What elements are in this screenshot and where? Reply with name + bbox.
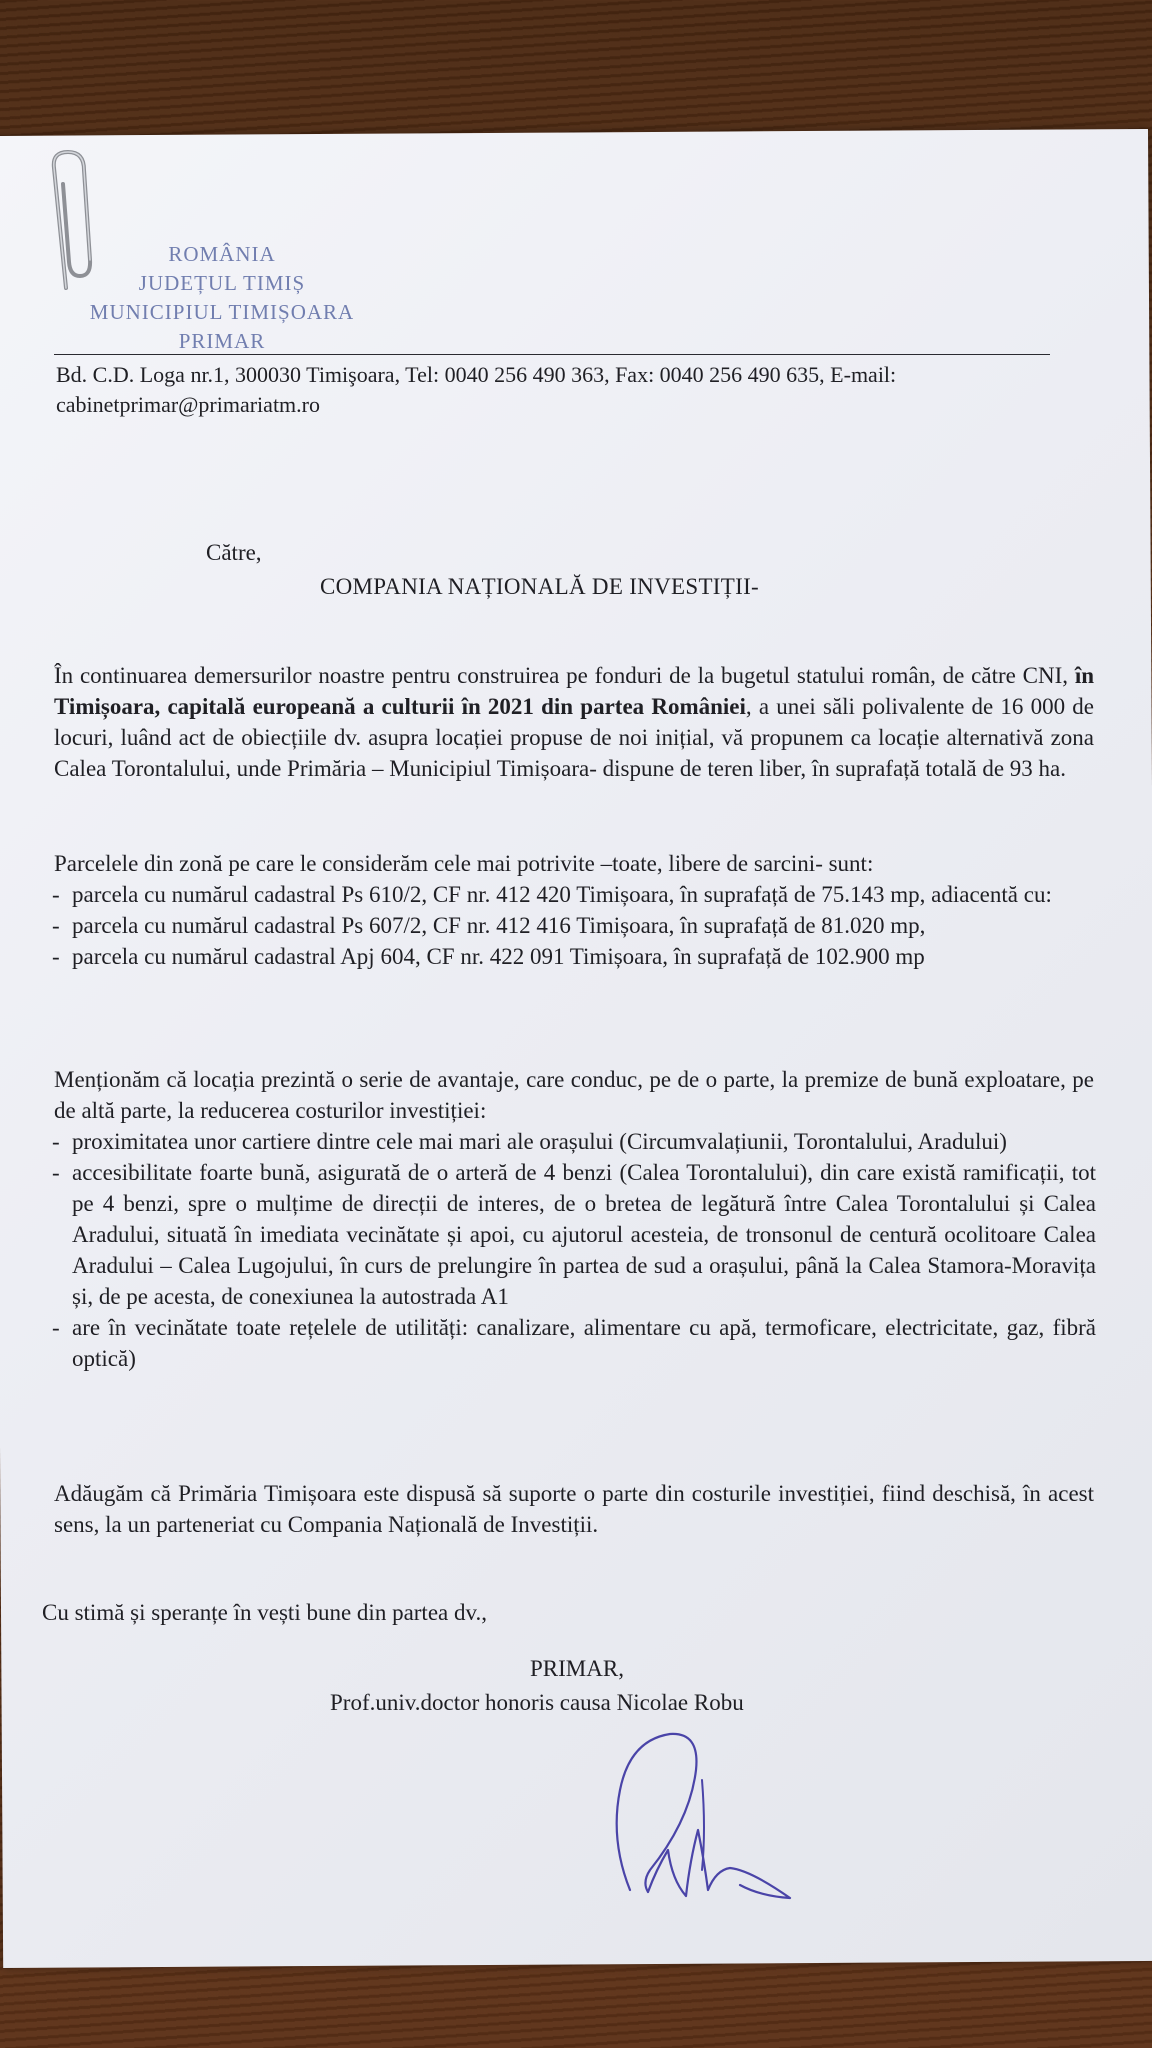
crest-line-office: PRIMAR xyxy=(178,329,266,353)
letterhead-address: Bd. C.D. Loga nr.1, 300030 Timişoara, Tel: 0040 256 490 363, Fax: 0040 256 490 635, E-mail: cabinetprimar@primariatm.ro xyxy=(56,362,897,417)
list-item: - accesibilitate foarte bună, asigurată de o arteră de 4 benzi (Calea Torontalului), din care există ramificații, tot pe 4 benzi, spre o mulțime de direcții de interes, de o bretea de legătură între Calea Torontalului și Calea Aradului, situată în imediata vecinătate și apoi, cu ajutorul acesteia, de tronsonul de centură ocolitoare Calea Aradului – Calea Lugojului, în curs de prelungire în partea de sud a orașului, până la Calea Stamora-Moravița și, de pe acesta, de conexiunea la autostrada A1 xyxy=(50,1157,1096,1312)
recipient: COMPANIA NAȚIONALĂ DE INVESTIȚII- xyxy=(320,574,759,599)
intro-text-end: , a unei săli polivalente de 16 000 de locuri, luând act de obiecțiile dv. asupra locației propuse de noi inițial, vă propunem ca locație alternativă zona Calea Torontalului, unde Primăria – Municipiul Timișoara- dispune de teren liber, în suprafață totală de 93 ha. xyxy=(54,694,1094,781)
list-item: - parcela cu numărul cadastral Apj 604, CF nr. 422 091 Timișoara, în suprafață de 102.900 mp xyxy=(50,941,1096,972)
paragraph-intro xyxy=(54,660,1094,784)
salutation: Către, xyxy=(206,540,262,565)
closing-line: Cu stimă și speranțe în vești bune din partea dv., xyxy=(42,1600,487,1625)
header-divider xyxy=(54,354,1050,355)
parcel-list xyxy=(50,879,1096,972)
crest-line-country: ROMÂNIA xyxy=(168,242,276,266)
list-item: - proximitatea unor cartiere dintre cele mai mari ale orașului (Circumvalațiunii, Torontalului, Aradului) xyxy=(50,1126,1096,1157)
list-item: - are în vecinătate toate rețelele de utilități: canalizare, alimentare cu apă, termoficare, electricitate, gaz, fibră optică) xyxy=(50,1312,1096,1374)
paragraph-parcels-intro: Parcelele din zonă pe care le considerăm cele mai potrivite –toate, libere de sarcini- sunt: xyxy=(54,851,874,876)
intro-text-bold: în Timișoara, capitală europeană a culturii în 2021 din partea României xyxy=(54,663,1094,719)
signer-name: Prof.univ.doctor honoris causa Nicolae Robu xyxy=(330,1690,744,1715)
letterhead-crest xyxy=(52,240,392,356)
paragraph-partnership: Adăugăm că Primăria Timișoara este dispusă să suporte o parte din costurile investiției, fiind deschisă, în acest sens, la un parteneriat cu Compania Națională de Investiții. xyxy=(54,1481,1094,1537)
list-item: - parcela cu numărul cadastral Ps 607/2, CF nr. 412 416 Timișoara, în suprafață de 81.020 mp, xyxy=(50,910,1096,941)
paragraph-advantages-intro: Menționăm că locația prezintă o serie de avantaje, care conduc, pe de o parte, la premize de bună exploatare, pe de altă parte, la reducerea costurilor investiției: xyxy=(54,1067,1094,1123)
crest-line-municipality: MUNICIPIUL TIMIȘOARA xyxy=(89,300,355,324)
intro-text-start: În continuarea demersurilor noastre pentru construirea pe fonduri de la bugetul statului român, de către CNI, xyxy=(54,663,1075,688)
advantages-list xyxy=(50,1126,1096,1374)
crest-line-county: JUDEȚUL TIMIȘ xyxy=(138,271,306,295)
handwritten-signature xyxy=(590,1720,810,1920)
signer-title: PRIMAR, xyxy=(530,1656,624,1681)
list-item: - parcela cu numărul cadastral Ps 610/2, CF nr. 412 420 Timișoara, în suprafață de 75.143 mp, adiacentă cu: xyxy=(50,879,1096,910)
